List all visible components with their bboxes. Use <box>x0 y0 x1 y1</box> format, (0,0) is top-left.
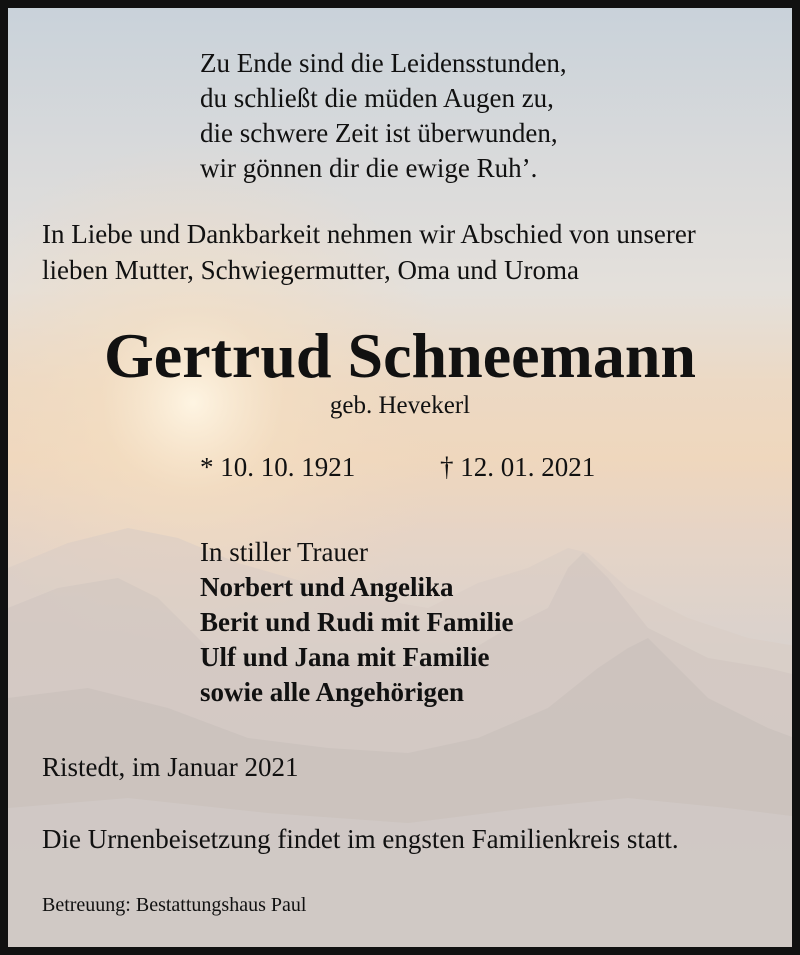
intro-line: lieben Mutter, Schwiegermutter, Oma und Uroma <box>42 255 579 285</box>
mourners-block <box>200 535 514 710</box>
burial-note: Die Urnenbeisetzung findet im engsten Familienkreis statt. <box>42 824 679 854</box>
mourner-name: Berit und Rudi mit Familie <box>200 607 514 637</box>
mourner-name: Ulf und Jana mit Familie <box>200 642 490 672</box>
intro-line: In Liebe und Dankbarkeit nehmen wir Abschied von unserer <box>42 219 696 249</box>
death-date: † 12. 01. 2021 <box>440 452 596 482</box>
deceased-name: Gertrud Schneemann <box>104 320 696 391</box>
birth-name: geb. Hevekerl <box>329 392 471 419</box>
farewell-intro <box>42 216 696 288</box>
mourner-name: sowie alle Angehörigen <box>200 677 464 707</box>
poem-line: Zu Ende sind die Leidensstunden, <box>200 48 567 78</box>
poem-line: du schließt die müden Augen zu, <box>200 83 554 113</box>
place-date: Ristedt, im Januar 2021 <box>42 752 299 782</box>
poem-line: wir gönnen dir die ewige Ruh’. <box>200 153 538 183</box>
mourners-heading: In stiller Trauer <box>200 537 368 567</box>
birth-date: * 10. 10. 1921 <box>200 452 356 482</box>
poem <box>200 46 567 186</box>
funeral-home-credit: Betreuung: Bestattungshaus Paul <box>42 894 307 916</box>
poem-line: die schwere Zeit ist überwunden, <box>200 118 558 148</box>
mourner-name: Norbert und Angelika <box>200 572 454 602</box>
